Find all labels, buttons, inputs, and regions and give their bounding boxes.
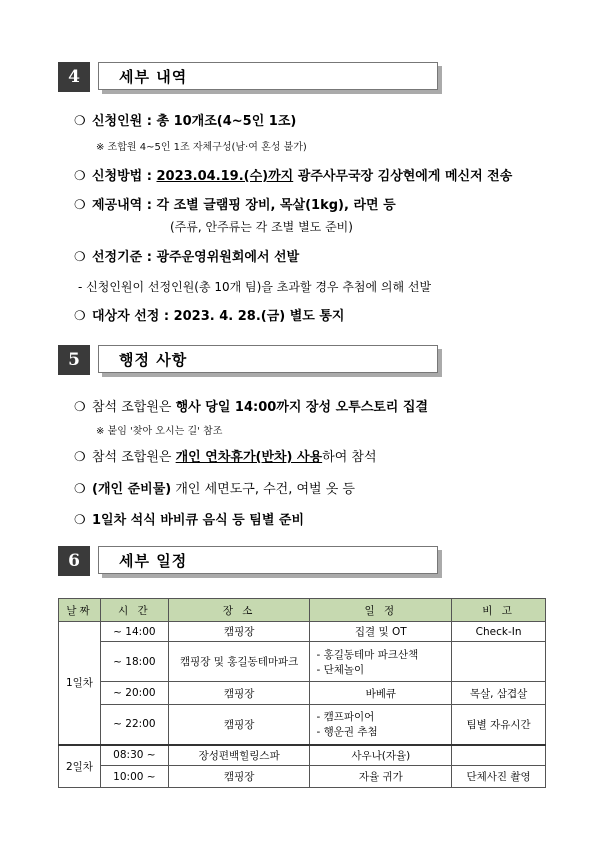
item-gathering: ❍ 참석 조합원은 행사 당일 14:00까지 장성 오투스토리 집결 — [74, 400, 429, 415]
table-row — [59, 766, 546, 788]
place-cell: 캠핑장 및 홍길동테마파크 — [168, 642, 310, 682]
note-team-composition: ※ 조합원 4~5인 1조 자체구성(남·여 혼성 불가) — [96, 142, 307, 153]
section-title: 행정 사항 — [119, 351, 188, 369]
circle-bullet-icon: ❍ — [74, 400, 86, 415]
circle-bullet-icon: ❍ — [74, 114, 86, 129]
header-place: 장 소 — [168, 599, 310, 622]
time-cell: 08:30 ~ — [100, 745, 168, 766]
header-date: 날짜 — [59, 599, 101, 622]
note-cell: 목살, 삼겹살 — [452, 682, 546, 705]
section-5-header — [58, 345, 442, 375]
schedule-table — [58, 598, 546, 788]
item-dinner: ❍ 1일차 석식 바비큐 음식 등 팀별 준비 — [74, 513, 305, 528]
place-cell: 장성편백힐링스파 — [168, 745, 310, 766]
section-title: 세부 일정 — [119, 552, 188, 570]
item-provided: ❍ 제공내역 : 각 조별 글램핑 장비, 목살(1kg), 라면 등 — [74, 198, 396, 213]
schedule-subitem: - 행운권 추첨 — [316, 726, 378, 739]
note-criteria: - 신청인원이 선정인원(총 10개 팀)을 초과할 경우 추첨에 의해 선발 — [78, 280, 432, 294]
schedule-subitem: - 캠프파이어 — [316, 711, 375, 724]
place-cell: 캠핑장 — [168, 682, 310, 705]
time-cell: ~ 14:00 — [100, 622, 168, 642]
note-cell: Check-In — [452, 622, 546, 642]
schedule-cell — [310, 642, 452, 682]
item-applicants: ❍ 신청인원 : 총 10개조(4~5인 1조) — [74, 114, 297, 129]
section-title-box — [98, 345, 438, 373]
place-cell: 캠핑장 — [168, 622, 310, 642]
schedule-cell: 집결 및 OT — [310, 622, 452, 642]
place-cell: 캠핑장 — [168, 766, 310, 788]
note-cell: 단체사진 촬영 — [452, 766, 546, 788]
table-row — [59, 622, 546, 642]
section-number: 5 — [58, 345, 90, 375]
note-cell — [452, 642, 546, 682]
circle-bullet-icon: ❍ — [74, 250, 86, 265]
circle-bullet-icon: ❍ — [74, 169, 86, 184]
time-cell: ~ 20:00 — [100, 682, 168, 705]
section-title: 세부 내역 — [119, 68, 188, 86]
section-6-header — [58, 546, 442, 576]
schedule-subitem: - 홍길동테마 파크산책 — [316, 648, 419, 661]
schedule-subitem: - 단체놀이 — [316, 663, 365, 676]
circle-bullet-icon: ❍ — [74, 450, 86, 465]
item-selection: ❍ 대상자 선정 : 2023. 4. 28.(금) 별도 통지 — [74, 309, 345, 324]
item-leave: ❍ 참석 조합원은 개인 연차휴가(반차) 사용하여 참석 — [74, 450, 377, 465]
table-row — [59, 745, 546, 766]
time-cell: 10:00 ~ — [100, 766, 168, 788]
item-criteria: ❍ 선정기준 : 광주운영위원회에서 선발 — [74, 250, 300, 265]
table-row — [59, 705, 546, 745]
time-cell: ~ 22:00 — [100, 705, 168, 745]
place-cell: 캠핑장 — [168, 705, 310, 745]
day-cell: 1일차 — [59, 622, 101, 745]
header-time: 시 간 — [100, 599, 168, 622]
table-row — [59, 642, 546, 682]
circle-bullet-icon: ❍ — [74, 513, 86, 528]
note-cell — [452, 745, 546, 766]
time-cell: ~ 18:00 — [100, 642, 168, 682]
schedule-cell: 바베큐 — [310, 682, 452, 705]
section-number: 6 — [58, 546, 90, 576]
schedule-cell — [310, 705, 452, 745]
section-title-box — [98, 62, 438, 90]
table-row — [59, 682, 546, 705]
note-directions: ※ 붙임 '찾아 오시는 길' 참조 — [96, 426, 223, 437]
header-schedule: 일 정 — [310, 599, 452, 622]
circle-bullet-icon: ❍ — [74, 198, 86, 213]
schedule-cell: 자율 귀가 — [310, 766, 452, 788]
schedule-cell: 사우나(자율) — [310, 745, 452, 766]
day-cell: 2일차 — [59, 745, 101, 788]
section-number: 4 — [58, 62, 90, 92]
item-apply-method: ❍ 신청방법 : 2023.04.19.(수)까지 광주사무국장 김상현에게 메신저 전송 — [74, 169, 513, 184]
item-supplies: ❍ (개인 준비물) 개인 세면도구, 수건, 여벌 옷 등 — [74, 482, 355, 497]
circle-bullet-icon: ❍ — [74, 309, 86, 324]
circle-bullet-icon: ❍ — [74, 482, 86, 497]
section-title-box — [98, 546, 438, 574]
note-cell: 팀별 자유시간 — [452, 705, 546, 745]
table-header-row — [59, 599, 546, 622]
note-provided: (주류, 안주류는 각 조별 별도 준비) — [170, 220, 353, 234]
header-note: 비 고 — [452, 599, 546, 622]
section-4-header — [58, 62, 442, 92]
